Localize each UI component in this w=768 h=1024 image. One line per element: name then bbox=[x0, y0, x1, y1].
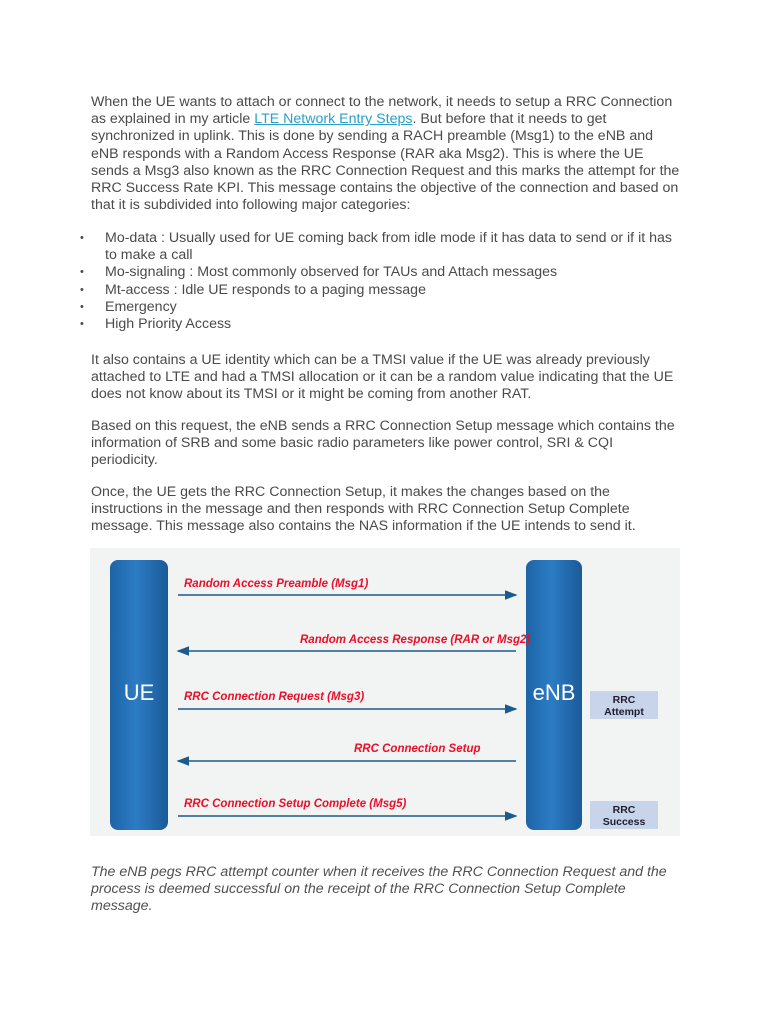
list-item-text: Mo-data : Usually used for UE coming back from idle mode if it has data to send or if it has to make a call bbox=[105, 230, 672, 264]
lte-network-entry-steps-link[interactable]: LTE Network Entry Steps bbox=[254, 111, 413, 128]
list-item bbox=[80, 281, 685, 299]
rrc-attempt-box bbox=[590, 691, 658, 719]
bullet-icon: • bbox=[80, 266, 84, 279]
category-list bbox=[80, 230, 685, 333]
intro-paragraph bbox=[91, 94, 681, 214]
rrc-attempt-line2: Attempt bbox=[604, 706, 644, 718]
connection-setup-text: Based on this request, the eNB sends a RRC Connection Setup message which contains the information of SRB and some basic radio parameters like power control, SRI & CQI periodicity. bbox=[91, 418, 675, 469]
list-item bbox=[80, 230, 685, 264]
enb-label: eNB bbox=[532, 680, 576, 705]
list-item bbox=[80, 316, 685, 333]
ue-identity-text: It also contains a UE identity which can be a TMSI value if the UE was already previously attached to LTE and had a TMSI allocation or it can be a random value indicating that the UE does not know about its TMSI or it might be coming from another RAT. bbox=[91, 352, 674, 403]
rrc-sequence-diagram bbox=[90, 548, 680, 836]
msg1-label: Random Access Preamble (Msg1) bbox=[184, 578, 369, 590]
list-item-text: Mt-access : Idle UE responds to a paging message bbox=[105, 281, 426, 298]
rrc-attempt-line1: RRC bbox=[612, 694, 636, 706]
bullet-icon: • bbox=[80, 232, 84, 244]
bullet-icon: • bbox=[80, 300, 84, 313]
setup-complete-paragraph bbox=[91, 484, 681, 536]
diagram-caption bbox=[91, 864, 681, 916]
list-item bbox=[80, 298, 685, 316]
msg2-label: Random Access Response (RAR or Msg2) bbox=[300, 634, 531, 646]
rrc-success-line1: RRC bbox=[612, 804, 636, 816]
setup-label: RRC Connection Setup bbox=[354, 743, 481, 755]
rrc-success-box bbox=[590, 801, 658, 829]
list-item-text: Mo-signaling : Most commonly observed for TAUs and Attach messages bbox=[105, 264, 558, 281]
setup-complete-text: Once, the UE gets the RRC Connection Setup, it makes the changes based on the instructions in the message and then responds with RRC Connection Setup Complete message. This message also contains the NAS information if the UE intends to send it. bbox=[91, 484, 636, 535]
list-item bbox=[80, 264, 685, 281]
rrc-success-line2: Success bbox=[602, 816, 646, 828]
caption-text: The eNB pegs RRC attempt counter when it receives the RRC Connection Request and the process is deemed successful on the receipt of the RRC Connection Setup Complete message. bbox=[91, 864, 667, 915]
msg3-label: RRC Connection Request (Msg3) bbox=[184, 691, 365, 703]
intro-text-after-link: . But before that it needs to get synchronized in uplink. This is done by sending a RACH preamble (Msg1) to the eNB and eNB responds with a Random Access Response (RAR aka Msg2). This is where the UE sends a Msg3 also known as the RRC Connection Request and this marks the attempt for the RRC Success Rate KPI. This message contains the objective of the connection and based on that it is subdivided into following major categories: bbox=[91, 111, 680, 214]
list-item-text: High Priority Access bbox=[105, 316, 232, 333]
intro-text-before-link: When the UE wants to attach or connect to the network, it needs to setup a RRC Connection as explained in my article bbox=[91, 94, 673, 128]
bullet-icon: • bbox=[80, 318, 84, 331]
connection-setup-paragraph bbox=[91, 418, 681, 470]
bullet-icon: • bbox=[80, 283, 84, 296]
msg5-label: RRC Connection Setup Complete (Msg5) bbox=[184, 798, 407, 810]
ue-identity-paragraph bbox=[91, 352, 681, 404]
list-item-text: Emergency bbox=[105, 298, 177, 315]
ue-label: UE bbox=[123, 680, 155, 705]
